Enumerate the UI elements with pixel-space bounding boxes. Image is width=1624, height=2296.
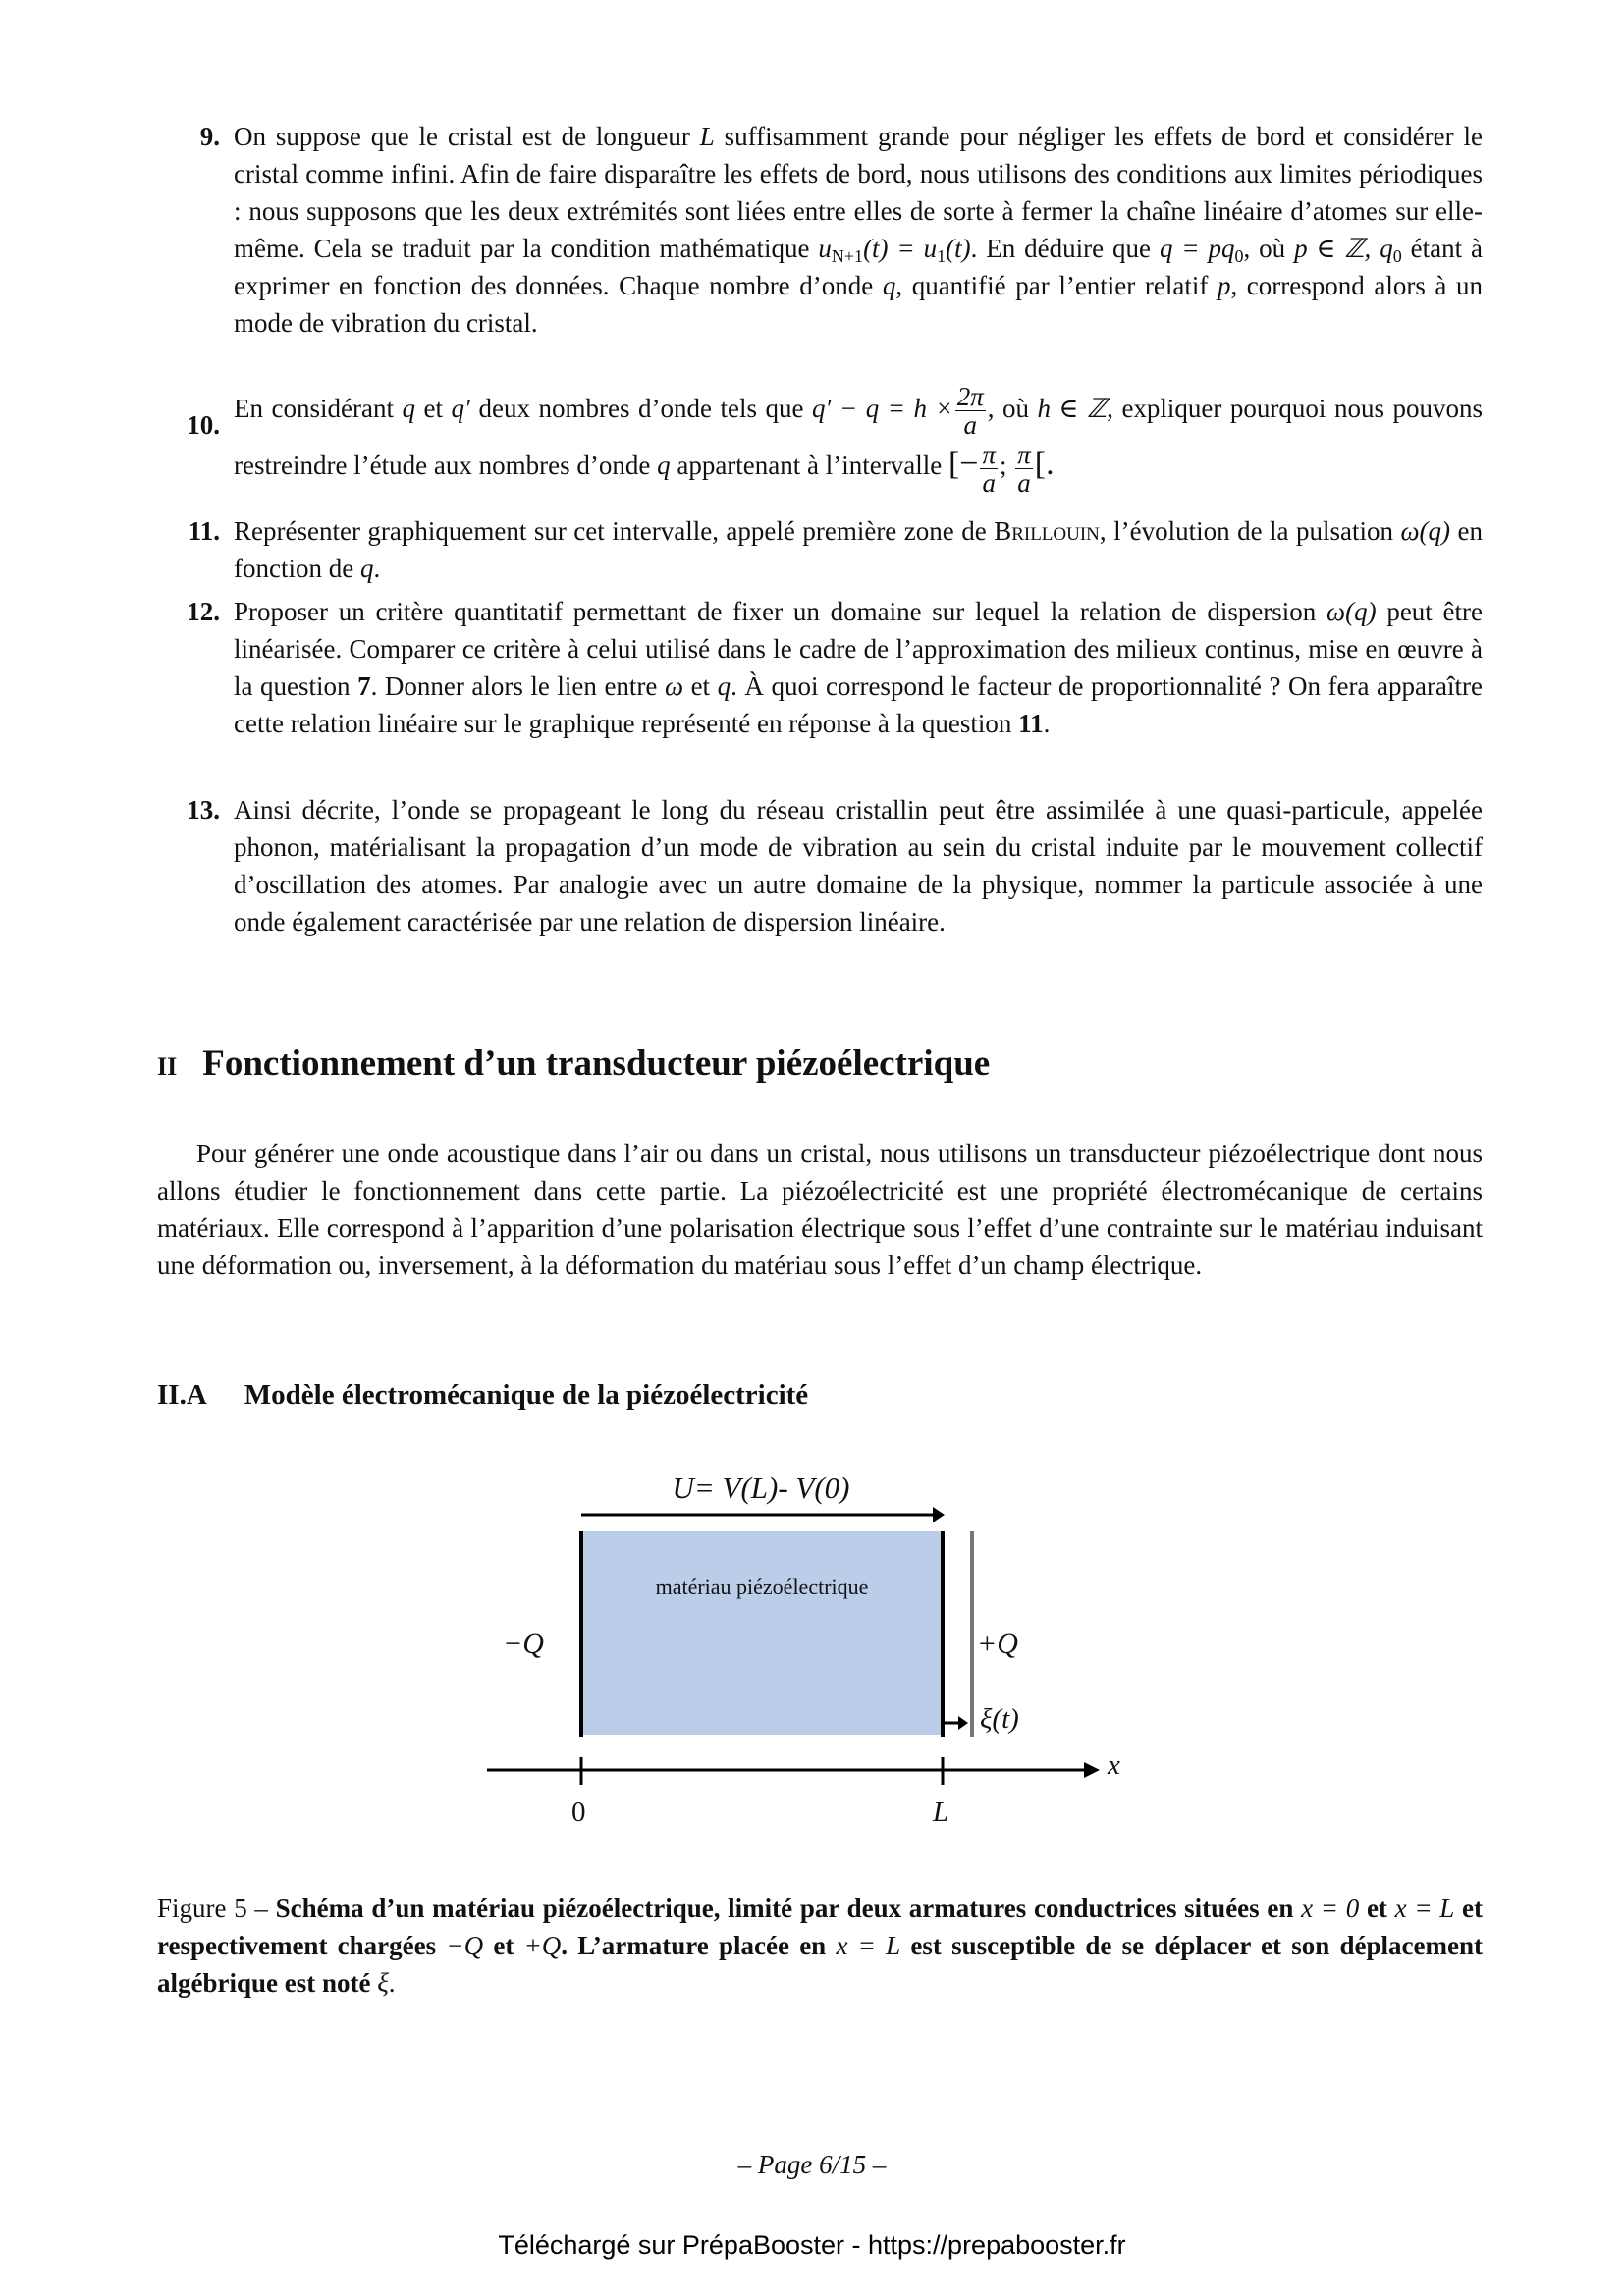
axis-x-label: x (1108, 1749, 1120, 1781)
text: . Donner alors le lien entre (370, 671, 665, 701)
math: q (882, 271, 896, 300)
figure-caption (157, 1890, 1483, 2002)
question-ref: 11 (1018, 709, 1044, 738)
caption-text: Schéma d’un matériau piézoélectrique, limité par deux armatures conductrices situées en (275, 1894, 1302, 1923)
subsection-heading (157, 1379, 808, 1412)
text: . (388, 1968, 396, 1998)
text: , l’évolution de la pulsation (1099, 516, 1401, 546)
numerator: π (1017, 439, 1031, 469)
denominator: a (1017, 467, 1031, 498)
text: . (373, 554, 381, 583)
text: , correspond alors à un mode de vibration du cristal. (234, 271, 1483, 338)
math: q′ (451, 394, 470, 423)
question-13 (157, 791, 1483, 940)
text: En considérant (234, 394, 403, 423)
text: . (1043, 709, 1051, 738)
numerator: π (982, 439, 996, 469)
question-number: 13. (187, 795, 220, 825)
right-charge-label: +Q (977, 1628, 1018, 1660)
subsection-title: Modèle électromécanique de la piézoélectricité (244, 1379, 809, 1411)
math: x = 0 (1301, 1894, 1360, 1923)
text: . À quoi correspond le facteur de proportionnalité ? On fera apparaître cette relation linéaire sur le graphique représenté en réponse à la question (234, 671, 1483, 738)
left-charge-label: −Q (503, 1628, 544, 1660)
math: q (657, 451, 671, 481)
question-number: 12. (187, 597, 220, 626)
denominator: a (982, 467, 996, 498)
text: deux nombres d’onde tels que (469, 394, 813, 423)
displacement-label: ξ(t) (980, 1703, 1019, 1735)
brillouin-name: Brillouin (994, 516, 1100, 546)
math-sub: 0 (1234, 246, 1244, 266)
text: . En déduire que (970, 234, 1160, 263)
material-block (581, 1531, 943, 1735)
material-label: matériau piézoélectrique (655, 1575, 869, 1599)
question-11 (157, 512, 1483, 587)
text: Représenter graphiquement sur cet intervalle, appelé première zone de (234, 516, 995, 546)
math: u (818, 234, 832, 263)
math: x = L (836, 1931, 901, 1960)
math-sub: 0 (1392, 246, 1402, 266)
text: peut être linéarisée. Comparer ce critère à celui utilisé dans le cadre de l’approximation des milieux continus, mise en œuvre à la question (234, 597, 1483, 701)
figure-piezo-schematic (471, 1463, 1159, 1855)
question-12 (157, 593, 1483, 742)
math: p ∈ ℤ, q (1294, 234, 1393, 263)
caption-text: et (483, 1931, 524, 1960)
math-L: L (699, 122, 715, 151)
question-ref: 7 (357, 671, 371, 701)
page-number: – Page 6/15 – (737, 2150, 887, 2179)
section-intro: Pour générer une onde acoustique dans l’air ou dans un cristal, nous utilisons un transducteur piézoélectrique dont nous allons étudier le fonctionnement dans cette partie. La piézoélectricité est une propriété électromécanique de certains matériaux. Elle correspond à l’apparition d’une polarisation électrique sous l’effet d’une contrainte sur le matériau induisant une déformation ou, inversement, à la déformation du matériau sous l’effet d’un champ électrique. (157, 1139, 1483, 1280)
question-number: 9. (199, 122, 220, 151)
denominator: a (963, 410, 977, 441)
text: , où (1243, 234, 1295, 263)
caption-text: et respectivement chargées (157, 1894, 1483, 1960)
caption-prefix: Figure 5 – (157, 1894, 276, 1923)
text: ; (999, 451, 1014, 481)
interval-bracket: [− (947, 446, 979, 483)
tick-0-label: 0 (571, 1796, 586, 1828)
math: q = pq (1159, 234, 1235, 263)
section-title: Fonctionnement d’un transducteur piézoélectrique (202, 1043, 991, 1084)
math: p (1217, 271, 1231, 300)
fraction-pi-over-a (1015, 441, 1033, 497)
math: q (359, 554, 374, 583)
caption-text: et (1359, 1894, 1395, 1923)
caption-text: . L’armature placée en (561, 1931, 837, 1960)
math: −Q (446, 1931, 484, 1960)
section-number: II (157, 1052, 178, 1081)
math: (t) = u (863, 234, 938, 263)
math: ξ (377, 1968, 389, 1998)
question-number: 10. (187, 410, 220, 440)
section-heading (157, 1042, 990, 1085)
math: ω (664, 671, 684, 701)
text: , expliquer pourquoi nous pouvons restreindre l’étude aux nombres d’onde (234, 394, 1483, 481)
question-number: 11. (188, 516, 220, 546)
math: (t) (946, 234, 971, 263)
fraction-2pi-over-a (955, 383, 986, 439)
math: ω(q) (1326, 597, 1377, 626)
math-sub: N+1 (831, 246, 864, 266)
tick-L-label: L (933, 1796, 949, 1828)
question-10 (157, 383, 1483, 497)
voltage-label: U= V(L)- V(0) (672, 1470, 850, 1505)
text: Proposer un critère quantitatif permettant de fixer un domaine sur lequel la relation de dispersion (234, 597, 1327, 626)
text: , quantifié par l’entier relatif (895, 271, 1218, 300)
math: +Q (523, 1931, 562, 1960)
interval-bracket: [. (1034, 446, 1055, 483)
text: et (415, 394, 452, 423)
question-9 (157, 118, 1483, 342)
math: x = L (1394, 1894, 1455, 1923)
math: h ∈ ℤ (1037, 394, 1108, 423)
text: , où (987, 394, 1038, 423)
text: suffisamment grande pour négliger les effets de bord et considérer le cristal comme infini. Afin de faire disparaître les effets de bord, nous utilisons des conditions aux limites périodiques : nous supposons que les deux extrémités sont liées entre elles de sorte à fermer la chaîne linéaire d’atomes sur elle-même. Cela se traduit par la condition mathématique (234, 122, 1483, 263)
text: et (683, 671, 718, 701)
subsection-number: II.A (157, 1379, 207, 1411)
caption-text: est susceptible de se déplacer et son déplacement algébrique est noté (157, 1931, 1484, 1998)
fraction-pi-over-a (980, 441, 998, 497)
math-sub: 1 (937, 246, 947, 266)
math: q′ − q = h × (812, 394, 953, 423)
numerator: 2π (956, 382, 984, 412)
text: appartenant à l’intervalle (670, 451, 948, 481)
download-footer: Téléchargé sur PrépaBooster - https://prepabooster.fr (498, 2230, 1126, 2260)
text: On suppose que le cristal est de longueur (234, 122, 700, 151)
text: étant à exprimer en fonction des données. Chaque nombre d’onde (234, 234, 1483, 300)
math: ω(q) (1400, 516, 1451, 546)
math: q (717, 671, 731, 701)
text: en fonction de (234, 516, 1483, 583)
question-text: Ainsi décrite, l’onde se propageant le long du réseau cristallin peut être assimilée à une quasi-particule, appelée phonon, matérialisant la propagation d’un mode de vibration au sein du cristal induite par le mouvement collectif d’oscillation des atomes. Par analogie avec un autre domaine de la physique, nommer la particule associée à une onde également caractérisée par une relation de dispersion linéaire. (234, 795, 1483, 936)
math: q (402, 394, 415, 423)
